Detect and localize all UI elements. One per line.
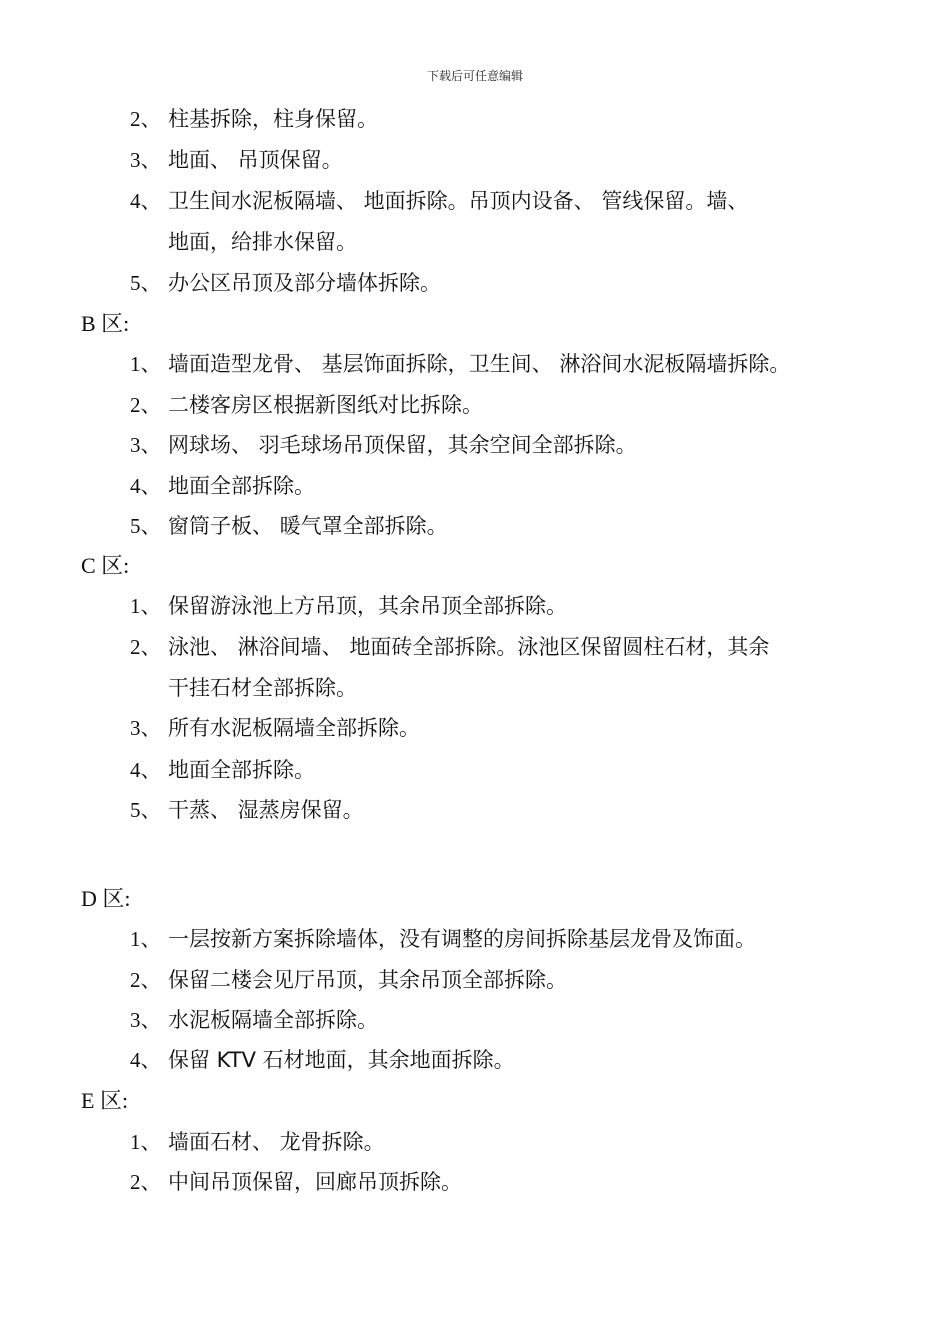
list-item bbox=[130, 1046, 515, 1074]
list-item-number: 5、 bbox=[130, 514, 162, 538]
list-item bbox=[130, 633, 769, 661]
list-item-number: 5、 bbox=[130, 798, 162, 822]
list-item-number: 4、 bbox=[130, 189, 162, 213]
list-item bbox=[130, 187, 748, 215]
list-item-text: 卫生间水泥板隔墙、 地面拆除。吊顶内设备、 管线保留。墙、 bbox=[168, 189, 749, 213]
list-item-text: 墙面石材、 龙骨拆除。 bbox=[168, 1130, 385, 1154]
list-item bbox=[130, 925, 756, 953]
list-item-number: 3、 bbox=[130, 433, 162, 457]
list-item-number: 4、 bbox=[130, 758, 162, 782]
list-item bbox=[130, 796, 364, 824]
list-item bbox=[130, 1128, 385, 1156]
section-heading: D 区: bbox=[81, 886, 131, 911]
list-item bbox=[130, 1006, 378, 1034]
list-item bbox=[130, 269, 441, 297]
list-item bbox=[130, 105, 378, 133]
list-item-text: 墙面造型龙骨、 基层饰面拆除，卫生间、 淋浴间水泥板隔墙拆除。 bbox=[168, 352, 791, 376]
list-item-text: 中间吊顶保留，回廊吊顶拆除。 bbox=[168, 1170, 462, 1194]
list-item-number: 4、 bbox=[130, 1048, 162, 1072]
list-item bbox=[130, 1168, 462, 1196]
list-item-number: 3、 bbox=[130, 148, 162, 172]
list-item-text: 网球场、 羽毛球场吊顶保留，其余空间全部拆除。 bbox=[168, 433, 637, 457]
list-item-number: 2、 bbox=[130, 635, 162, 659]
list-item-text: 柱基拆除，柱身保留。 bbox=[168, 107, 378, 131]
list-item-number: 2、 bbox=[130, 968, 162, 992]
list-item-text: 窗筒子板、 暖气罩全部拆除。 bbox=[168, 514, 448, 538]
list-item-number: 3、 bbox=[130, 716, 162, 740]
list-item-text: 办公区吊顶及部分墙体拆除。 bbox=[168, 271, 441, 295]
list-item-text: 所有水泥板隔墙全部拆除。 bbox=[168, 716, 420, 740]
list-item-text: 干蒸、 湿蒸房保留。 bbox=[168, 798, 364, 822]
list-item-number: 1、 bbox=[130, 594, 162, 618]
list-item-text: 地面全部拆除。 bbox=[168, 474, 315, 498]
list-item bbox=[130, 431, 637, 459]
list-item-text: 保留二楼会见厅吊顶，其余吊顶全部拆除。 bbox=[168, 968, 567, 992]
list-item bbox=[130, 350, 790, 378]
list-item-text: 保留游泳池上方吊顶，其余吊顶全部拆除。 bbox=[168, 594, 567, 618]
list-item-text: 泳池、 淋浴间墙、 地面砖全部拆除。泳池区保留圆柱石材，其余 bbox=[168, 635, 770, 659]
list-item-number: 2、 bbox=[130, 1170, 162, 1194]
list-item-text: 一层按新方案拆除墙体，没有调整的房间拆除基层龙骨及饰面。 bbox=[168, 927, 756, 951]
list-item bbox=[130, 756, 315, 784]
list-item bbox=[130, 674, 357, 702]
list-item-number: 1、 bbox=[130, 927, 162, 951]
list-item-number: 3、 bbox=[130, 1008, 162, 1032]
list-item bbox=[130, 146, 343, 174]
list-item bbox=[130, 592, 567, 620]
list-item bbox=[130, 714, 420, 742]
list-item-number: 2、 bbox=[130, 107, 162, 131]
list-item-text: 水泥板隔墙全部拆除。 bbox=[168, 1008, 378, 1032]
list-item-number: 1、 bbox=[130, 352, 162, 376]
section-heading: C 区: bbox=[81, 553, 130, 578]
list-item bbox=[130, 966, 567, 994]
page-header: 下载后可任意编辑 bbox=[426, 69, 523, 83]
list-item-number: 4、 bbox=[130, 474, 162, 498]
list-item bbox=[130, 391, 483, 419]
list-item-text: 地面、 吊顶保留。 bbox=[168, 148, 343, 172]
list-item bbox=[130, 472, 315, 500]
section-heading: B 区: bbox=[81, 311, 130, 336]
list-item bbox=[130, 228, 357, 256]
section-heading: E 区: bbox=[81, 1088, 129, 1113]
list-item bbox=[130, 512, 448, 540]
list-item-text: 保留 KTV 石材地面，其余地面拆除。 bbox=[168, 1048, 515, 1072]
list-item-text: 地面全部拆除。 bbox=[168, 758, 315, 782]
list-item-number: 2、 bbox=[130, 393, 162, 417]
list-item-text: 地面，给排水保留。 bbox=[168, 230, 357, 254]
list-item-text: 干挂石材全部拆除。 bbox=[168, 676, 357, 700]
list-item-text: 二楼客房区根据新图纸对比拆除。 bbox=[168, 393, 483, 417]
list-item-number: 5、 bbox=[130, 271, 162, 295]
list-item-number: 1、 bbox=[130, 1130, 162, 1154]
